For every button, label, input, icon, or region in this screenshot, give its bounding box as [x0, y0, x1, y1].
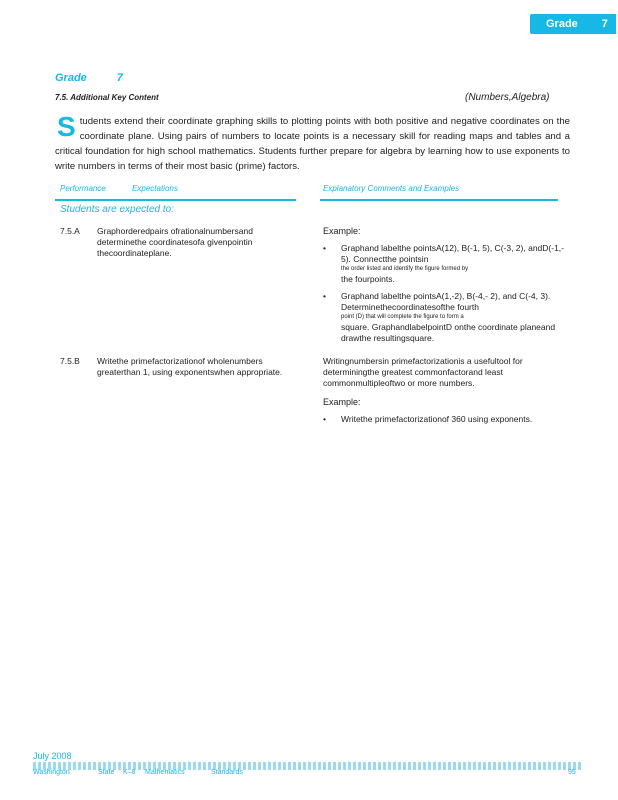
item-code: 7.5.A [60, 226, 80, 236]
drop-cap: S [57, 111, 76, 142]
grade-heading-label: Grade [55, 72, 87, 84]
footer-name: Washington [33, 769, 70, 776]
bullet-tail-text: square. GraphandlabelpointD onthe coordinate planeand drawthe resultingsquare. [341, 322, 556, 343]
section-title: 7.5. Additional Key Content [55, 93, 159, 102]
left-column-rule [55, 199, 296, 201]
comments-heading: Explanatory Comments and Examples [323, 184, 460, 193]
example-label: Example: [323, 397, 361, 407]
bullet-text: Graphand labelthe pointsA(1,-2), B(-4,- 2), and C(-4, 3). Determinethecoordinatesofthe fourth [341, 291, 551, 312]
intro-paragraph [55, 111, 570, 174]
list-item [323, 414, 573, 425]
list-item [323, 291, 573, 344]
footer-name: Standards [211, 769, 243, 776]
grade-heading [55, 72, 123, 84]
footer-rule [33, 762, 581, 770]
grade-tab-label: Grade [546, 18, 578, 30]
example-label: Example: [323, 226, 361, 236]
footer-name: Mathematics [145, 769, 185, 776]
item-examples [323, 226, 573, 350]
expected-label: Students are expected to: [60, 204, 174, 215]
item-text: Graphorderedpairs ofrationalnumbersand determinethe coordinatesofa givenpointin thecoordinateplane. [97, 226, 253, 258]
bullet-tail-text: the fourpoints. [341, 274, 395, 284]
bullet-text: Writethe primefactorizationof 360 using exponents. [341, 414, 533, 424]
footer-name: State [98, 769, 115, 776]
intro-text: tudents extend their coordinate graphing skills to plotting points with both positive and negative coordinates on the coordinate plane. Using pairs of numbers to locate points is a necessary skill for reading maps and tables and a critical foundation for high school mathematics. Students further prepare for algebra by learning how to use exponents to write numbers in terms of their most basic (prime) factors. [55, 116, 570, 172]
bullet-icon: • [323, 291, 326, 301]
performance-heading [60, 184, 178, 193]
bullet-icon: • [323, 414, 326, 424]
footer-date: July 2008 [33, 751, 72, 761]
bullet-small-text: the order listed and identify the figure formed by [341, 266, 469, 272]
item-code: 7.5.B [60, 356, 80, 366]
bullet-small-text: point (D) that will complete the figure to form a [341, 314, 464, 320]
item-comment: Writingnumbersin primefactorizationis a usefultool for determiningthe greatest commonfactorand least commonmultipleoftwo or more numbers. [323, 356, 523, 388]
list-item [323, 243, 573, 285]
footer-name: K–8 [123, 769, 136, 776]
item-examples [323, 356, 573, 431]
grade-tab-number: 7 [601, 18, 608, 30]
strand-label: (Numbers,Algebra) [465, 92, 550, 103]
performance-heading-a: Performance [60, 184, 106, 193]
bullet-text: Graphand labelthe pointsA(12), B(-1, 5), C(-3, 2), andD(-1,- 5). Connectthe pointsin [341, 243, 564, 264]
grade-tab [530, 14, 616, 34]
grade-heading-number: 7 [116, 72, 123, 84]
right-column-rule [320, 199, 558, 201]
item-text: Writethe primefactorizationof wholenumbers greaterthan 1, using exponentswhen appropriate. [97, 356, 283, 377]
bullet-icon: • [323, 243, 326, 253]
performance-heading-b: Expectations [132, 184, 178, 193]
page-number: 95 [568, 769, 576, 776]
